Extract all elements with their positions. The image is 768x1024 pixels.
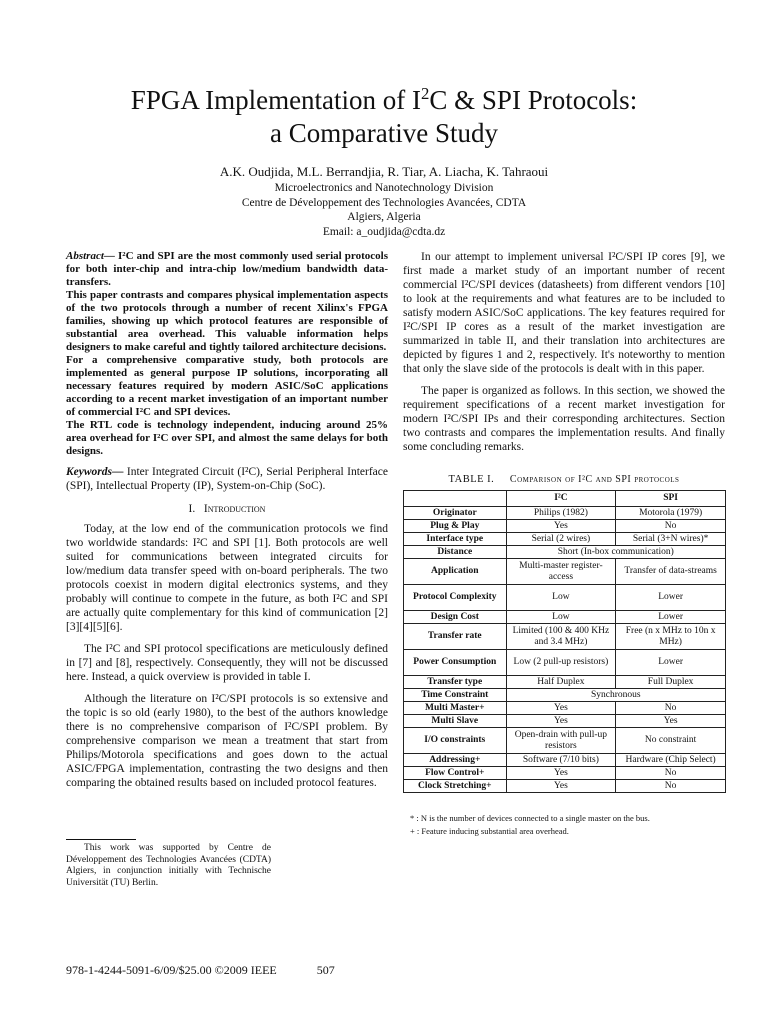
left-column	[66, 250, 388, 790]
table-row	[404, 689, 726, 702]
right-paragraph-1: In our attempt to implement universal I²C/SPI IP cores [9], we first made a market study of an important number of recent commercial I²C/SPI devices (datasheets) from different vendors [10] to look at the requirements and what features are to be included to satisfy modern ASIC/SoC applications. The key features required for I²C/SPI IP cores as a result of the market investigation are summarized in table II, and their translation into architectures are depicted by figures 1 and 2, respectively. It's noteworthy to mention that only the slave side of the protocols is dealt with in this paper.	[403, 251, 725, 375]
table-cell-attr: Transfer type	[404, 676, 507, 689]
footnote-text: This work was supported by Centre de Développement des Technologies Avancées (CDTA) Algiers, in conjunction initially with Technische Universität (TU) Berlin.	[66, 843, 271, 888]
table-cell-spi: Lower	[616, 650, 726, 676]
abstract-lead: Abstract—	[66, 250, 115, 262]
table-cell-i2c: Yes	[506, 715, 616, 728]
table-cell-attr: Flow Control+	[404, 767, 507, 780]
paper-title	[0, 84, 768, 150]
comparison-table	[403, 490, 726, 793]
table-cell-attr: Interface type	[404, 533, 507, 546]
table-note-2: + : Feature inducing substantial area overhead.	[410, 826, 569, 836]
author-list: A.K. Oudjida, M.L. Berrandjia, R. Tiar, A. Liacha, K. Tahraoui	[219, 164, 549, 179]
affiliation	[0, 181, 768, 239]
table-row	[404, 715, 726, 728]
table-cell-i2c: Half Duplex	[506, 676, 616, 689]
table-cell-attr: Addressing+	[404, 754, 507, 767]
table-row	[404, 728, 726, 754]
table-cell-spi: Lower	[616, 611, 726, 624]
table-header-i2c: I²C	[506, 491, 616, 507]
table-cell-i2c: Low	[506, 585, 616, 611]
right-column	[403, 250, 725, 454]
table-cell-span: Short (In-box communication)	[506, 546, 725, 559]
footnote-rule	[66, 839, 136, 840]
table-cell-attr: Plug & Play	[404, 520, 507, 533]
affiliation-email: Email: a_oudjida@cdta.dz	[322, 225, 446, 238]
table-header-row	[404, 491, 726, 507]
table-cell-i2c: Yes	[506, 767, 616, 780]
table-cell-spi: Hardware (Chip Select)	[616, 754, 726, 767]
intro-paragraph-3: Although the literature on I²C/SPI protocols is so extensive and the topic is so old (early 1980), to the best of the authors knowledge there is no comprehensive comparison of I²C/SPI problem. By comprehensive comparison we mean a treatment that start from Philips/Motorola specifications and goes down to the actual ASIC/FPGA implementation, contrasting the two designs and then comparing the obtained results based on included protocol features.	[66, 693, 388, 789]
table-cell-i2c: Philips (1982)	[506, 507, 616, 520]
affiliation-centre: Centre de Développement des Technologies Avancées, CDTA	[241, 196, 527, 209]
affiliation-division: Microelectronics and Nanotechnology Division	[274, 182, 494, 194]
table-row	[404, 702, 726, 715]
table-row	[404, 754, 726, 767]
table-cell-attr: Design Cost	[404, 611, 507, 624]
table-cell-i2c: Software (7/10 bits)	[506, 754, 616, 767]
title-line-1: FPGA Implementation of $I^2C$ & SPI Protocols:	[130, 84, 638, 115]
table-header-spi: SPI	[616, 491, 726, 507]
table-cell-i2c: Yes	[506, 780, 616, 793]
table-row	[404, 533, 726, 546]
table-cell-i2c: Serial (2 wires)	[506, 533, 616, 546]
footnote	[66, 839, 271, 889]
table-row	[404, 546, 726, 559]
table-cell-i2c: Limited (100 & 400 KHz and 3.4 MHz)	[506, 624, 616, 650]
right-paragraph-2: The paper is organized as follows. In this section, we showed the requirement specifications of a recent market investigation for modern I²C/SPI IPs and their corresponding architectures. Section two contrasts and compares the implementation results. And finally some concluding remarks.	[403, 385, 725, 453]
table-cell-attr: Multi Slave	[404, 715, 507, 728]
table-row	[404, 585, 726, 611]
table-cell-attr: Clock Stretching+	[404, 780, 507, 793]
table-cell-spi: No	[616, 702, 726, 715]
table-cell-i2c: Low	[506, 611, 616, 624]
table-caption: TABLE I. Comparison of I²C and SPI protocols	[448, 474, 680, 485]
table-cell-spi: Full Duplex	[616, 676, 726, 689]
table-cell-spi: Free (n x MHz to 10n x MHz)	[616, 624, 726, 650]
table-cell-attr: Time Constraint	[404, 689, 507, 702]
table-cell-attr: Application	[404, 559, 507, 585]
table-cell-i2c: Low (2 pull-up resistors)	[506, 650, 616, 676]
table-cell-attr: Multi Master+	[404, 702, 507, 715]
table-note-1: * : N is the number of devices connected to a single master on the bus.	[410, 813, 650, 823]
table-cell-spi: Serial (3+N wires)*	[616, 533, 726, 546]
table-cell-attr: Transfer rate	[404, 624, 507, 650]
title-line-2: a Comparative Study	[270, 118, 498, 148]
table-cell-span: Synchronous	[506, 689, 725, 702]
table-cell-spi: No	[616, 780, 726, 793]
abstract-para-1: Abstract— I²C and SPI are the most commonly used serial protocols for both inter-chip and intra-chip low/medium bandwidth data-transfers.	[66, 250, 388, 288]
intro-paragraph-1: Today, at the low end of the communication protocols we find two worldwide standards: I²C and SPI [1]. Both protocols are well suited for communications between integrated circuits for low/medium data transfer speed with on-board peripherals. The two protocols coexist in modern digital electronics systems, and they probably will continue to compete in the future, as both I²C and SPI are actually quite complementary for this kind of communication [2][3][4][5][6].	[66, 523, 388, 633]
abstract-para-3: For a comprehensive comparative study, both protocols are implemented as general purpose IP solutions, incorporating all necessary features required by modern ASIC/SoC applications according to a recent market investigation of an important number of commercial I²C and SPI devices.	[66, 354, 388, 418]
table-cell-attr: Protocol Complexity	[404, 585, 507, 611]
table-row	[404, 624, 726, 650]
table-cell-attr: Distance	[404, 546, 507, 559]
table-row	[404, 676, 726, 689]
table-cell-spi: Yes	[616, 715, 726, 728]
table-cell-spi: Lower	[616, 585, 726, 611]
table-cell-i2c: Yes	[506, 702, 616, 715]
table-row	[404, 611, 726, 624]
table-cell-i2c: Open-drain with pull-up resistors	[506, 728, 616, 754]
table-notes	[410, 812, 730, 838]
table-cell-i2c: Yes	[506, 520, 616, 533]
table-row	[404, 767, 726, 780]
table-row	[404, 507, 726, 520]
abstract-para-4: The RTL code is technology independent, inducing around 25% area overhead for I²C over SPI, and almost the same delays for both designs.	[66, 419, 388, 457]
table-row	[404, 559, 726, 585]
table-row	[404, 780, 726, 793]
keywords: Keywords— Inter Integrated Circuit (I²C), Serial Peripheral Interface (SPI), Intellectual Property (IP), System-on-Chip (SoC).	[66, 466, 388, 492]
page-number: 507	[316, 963, 335, 977]
table-cell-attr: Originator	[404, 507, 507, 520]
table-row	[404, 650, 726, 676]
table-cell-spi: Motorola (1979)	[616, 507, 726, 520]
intro-paragraph-2: The I²C and SPI protocol specifications are meticulously defined in [7] and [8], respectively. Consequently, they will not be discussed here. Instead, a quick overview is provided in table I.	[66, 643, 388, 683]
table-cell-spi: No	[616, 767, 726, 780]
copyright-line: 978-1-4244-5091-6/09/$25.00 ©2009 IEEE	[66, 963, 277, 977]
affiliation-city: Algiers, Algeria	[347, 211, 421, 223]
table-cell-i2c: Multi-master register-access	[506, 559, 616, 585]
table-cell-spi: No	[616, 520, 726, 533]
table-row	[404, 520, 726, 533]
table-cell-attr: Power Consumption	[404, 650, 507, 676]
table-cell-spi: No constraint	[616, 728, 726, 754]
table-header-blank	[404, 491, 507, 507]
page-footer	[66, 963, 466, 978]
table-cell-attr: I/O constraints	[404, 728, 507, 754]
abstract-para-2: This paper contrasts and compares physical implementation aspects of the two protocols through a number of recent Xilinx's FPGA families, showing up which protocol features are responsible of substantial area overhead. This valuable information helps designers to make careful and tightly tailored architecture decisions.	[66, 289, 388, 353]
section-heading-introduction: I. Introduction	[188, 503, 266, 515]
table-cell-spi: Transfer of data-streams	[616, 559, 726, 585]
